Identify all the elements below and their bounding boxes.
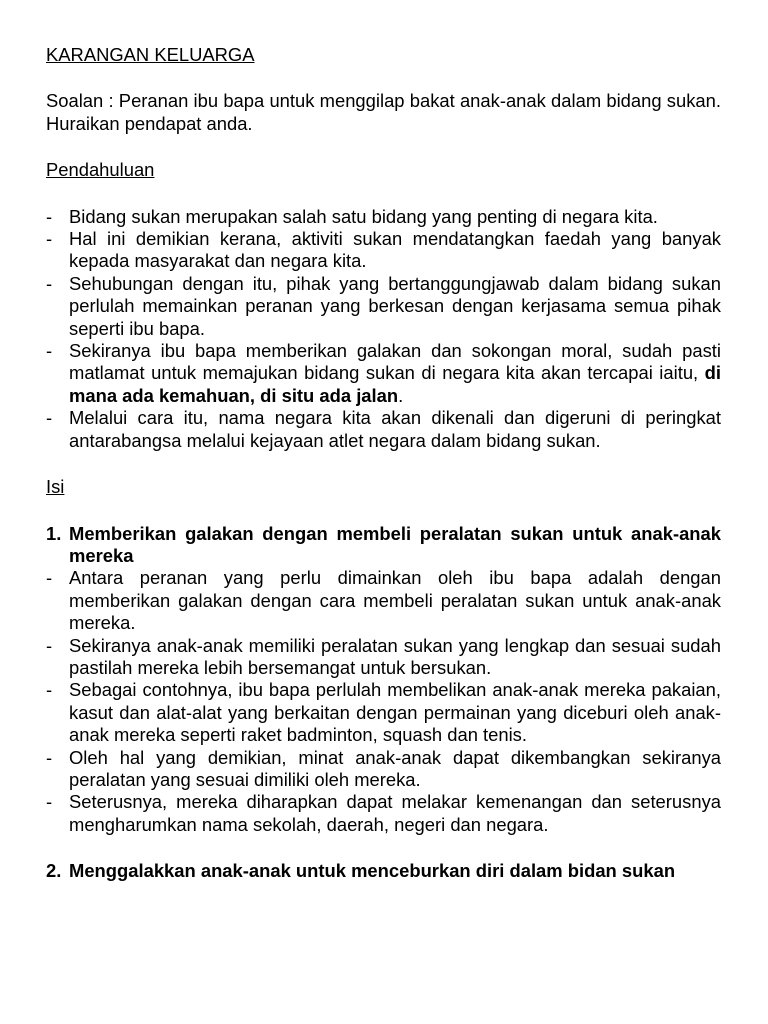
intro-point: - Sehubungan dengan itu, pihak yang bertanggungjawab dalam bidang sukan perlulah memainkan peranan yang berkesan dengan kerjasama semua pihak seperti ibu bapa. — [46, 273, 721, 340]
section-point: - Oleh hal yang demikian, minat anak-anak dapat dikembangkan sekiranya peralatan yang sesuai dimiliki oleh mereka. — [46, 747, 721, 792]
section-heading — [46, 860, 721, 882]
section-point-list — [46, 567, 721, 836]
question-text: Soalan : Peranan ibu bapa untuk menggilap bakat anak-anak dalam bidang sukan. Huraikan pendapat anda. — [46, 90, 721, 134]
section-number: 1. — [46, 522, 62, 544]
intro-point-proverb: di mana ada kemahuan, di situ ada jalan — [69, 362, 721, 406]
intro-heading: Pendahuluan — [46, 159, 155, 181]
intro-point: - Hal ini demikian kerana, aktiviti sukan mendatangkan faedah yang banyak kepada masyarakat dan negara kita. — [46, 228, 721, 273]
section-point: - Seterusnya, mereka diharapkan dapat melakar kemenangan dan seterusnya mengharumkan nama sekolah, daerah, negeri dan negara. — [46, 791, 721, 836]
intro-point — [46, 340, 721, 407]
section-point: - Sebagai contohnya, ibu bapa perlulah membelikan anak-anak mereka pakaian, kasut dan alat-alat yang berkaitan dengan permainan yang diceburi oleh anak-anak mereka seperti raket badminton, squash dan tenis. — [46, 679, 721, 746]
body-heading: Isi — [46, 476, 65, 498]
section-title: Menggalakkan anak-anak untuk menceburkan diri dalam bidan sukan — [69, 860, 676, 882]
section-number: 2. — [46, 860, 62, 882]
intro-point-list — [46, 206, 721, 452]
intro-point: - Melalui cara itu, nama negara kita akan dikenali dan digeruni di peringkat antarabangsa melalui kejayaan atlet negara dalam bidang sukan. — [46, 407, 721, 452]
section-title: Memberikan galakan dengan membeli peralatan sukan untuk anak-anak mereka — [69, 522, 721, 566]
section-point: - Sekiranya anak-anak memiliki peralatan sukan yang lengkap dan sesuai sudah pastilah mereka lebih bersemangat untuk bersukan. — [46, 635, 721, 680]
intro-point-text: Sekiranya ibu bapa memberikan galakan dan sokongan moral, sudah pasti matlamat untuk memajukan bidang sukan di negara kita akan tercapai iaitu, — [69, 340, 721, 384]
section-point: - Antara peranan yang perlu dimainkan oleh ibu bapa adalah dengan memberikan galakan dengan cara membeli peralatan sukan untuk anak-anak mereka. — [46, 567, 721, 634]
intro-point: - Bidang sukan merupakan salah satu bidang yang penting di negara kita. — [46, 206, 721, 228]
section-heading — [46, 523, 721, 568]
intro-point-end: . — [398, 384, 404, 406]
document-title: KARANGAN KELUARGA — [46, 44, 255, 65]
document-page — [46, 44, 721, 883]
